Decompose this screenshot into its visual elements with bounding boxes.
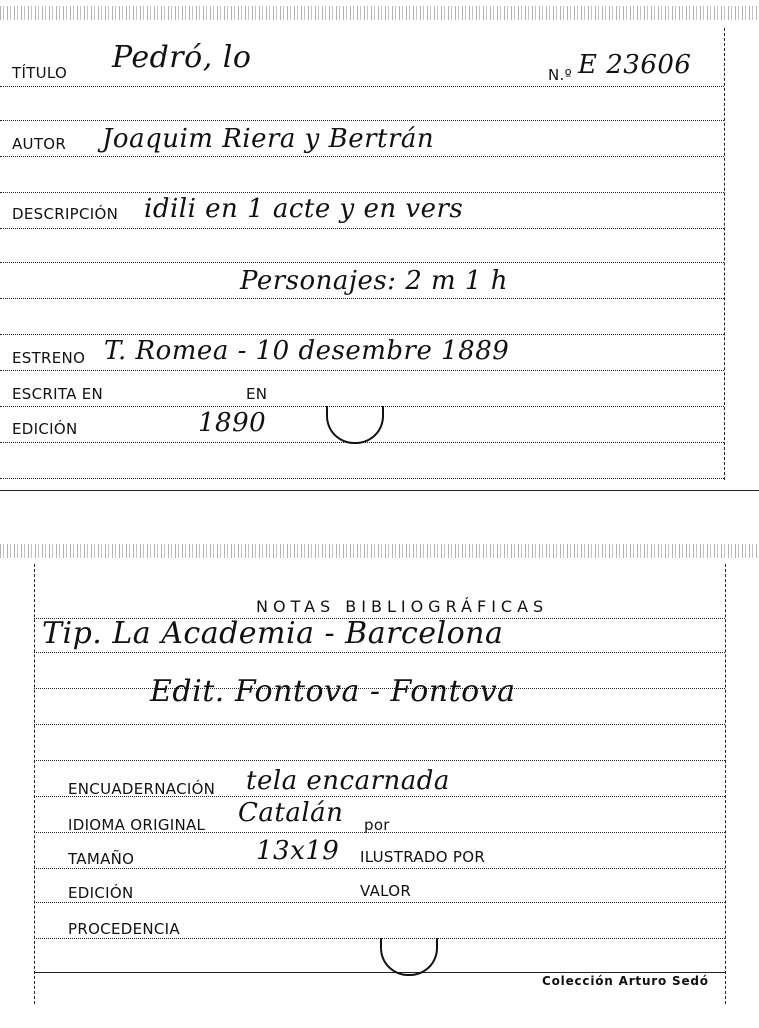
titulo-label: TÍTULO (12, 64, 68, 82)
valor-label: VALOR (360, 882, 412, 900)
rule (34, 902, 725, 903)
scan-noise-top (0, 544, 759, 558)
card-bottom-edge (0, 490, 759, 491)
tamano-label: TAMAÑO (68, 850, 135, 868)
procedencia-label: PROCEDENCIA (68, 920, 180, 938)
rule (0, 478, 724, 479)
rule (0, 262, 724, 263)
rule (34, 760, 725, 761)
en-label: EN (246, 385, 268, 403)
escrita-en-label: ESCRITA EN (12, 385, 104, 403)
note-line-1: Tip. La Academia - Barcelona (42, 616, 504, 651)
catalog-card-back (0, 540, 759, 1028)
catalog-card-front (0, 0, 759, 492)
punch-hole (326, 406, 384, 444)
card-right-edge (724, 28, 725, 480)
scan-noise-top (0, 6, 759, 20)
encuadernacion-label: ENCUADERNACIÓN (68, 780, 216, 798)
edicion-value: 1890 (198, 408, 267, 438)
rule (0, 370, 724, 371)
numero-value: E 23606 (578, 50, 692, 80)
rule (0, 120, 724, 121)
rule (34, 868, 725, 869)
rule (0, 298, 724, 299)
note-line-2: Edit. Fontova - Fontova (150, 674, 516, 709)
rule (0, 228, 724, 229)
ilustrado-label: ILUSTRADO POR (360, 848, 486, 866)
rule (0, 156, 724, 157)
titulo-value: Pedró, lo (112, 40, 252, 75)
encuadernacion-value: tela encarnada (246, 766, 450, 796)
idioma-value: Catalán (238, 798, 344, 828)
estreno-value: T. Romea - 10 desembre 1889 (104, 336, 510, 366)
rule (0, 86, 724, 87)
por-label: por (364, 816, 390, 834)
estreno-label: ESTRENO (12, 349, 86, 367)
card-bottom-edge (34, 972, 725, 973)
tamano-value: 13x19 (256, 836, 340, 866)
edicion-label: EDICIÓN (68, 884, 134, 902)
rule (34, 652, 725, 653)
card-right-edge (725, 564, 726, 1004)
autor-label: AUTOR (12, 135, 67, 153)
descripcion-label: DESCRIPCIÓN (12, 205, 119, 223)
rule (0, 192, 724, 193)
rule (0, 334, 724, 335)
collection-footer: Colección Arturo Sedó (542, 974, 709, 988)
numero-label: N.º (548, 66, 572, 84)
rule (34, 724, 725, 725)
autor-value: Joaquim Riera y Bertrán (102, 124, 435, 154)
edicion-label: EDICIÓN (12, 420, 78, 438)
notas-heading: NOTAS BIBLIOGRÁFICAS (256, 597, 549, 616)
personajes-value: Personajes: 2 m 1 h (240, 266, 508, 296)
descripcion-value: idili en 1 acte y en vers (144, 194, 464, 224)
idioma-label: IDIOMA ORIGINAL (68, 816, 206, 834)
punch-hole (380, 938, 438, 976)
